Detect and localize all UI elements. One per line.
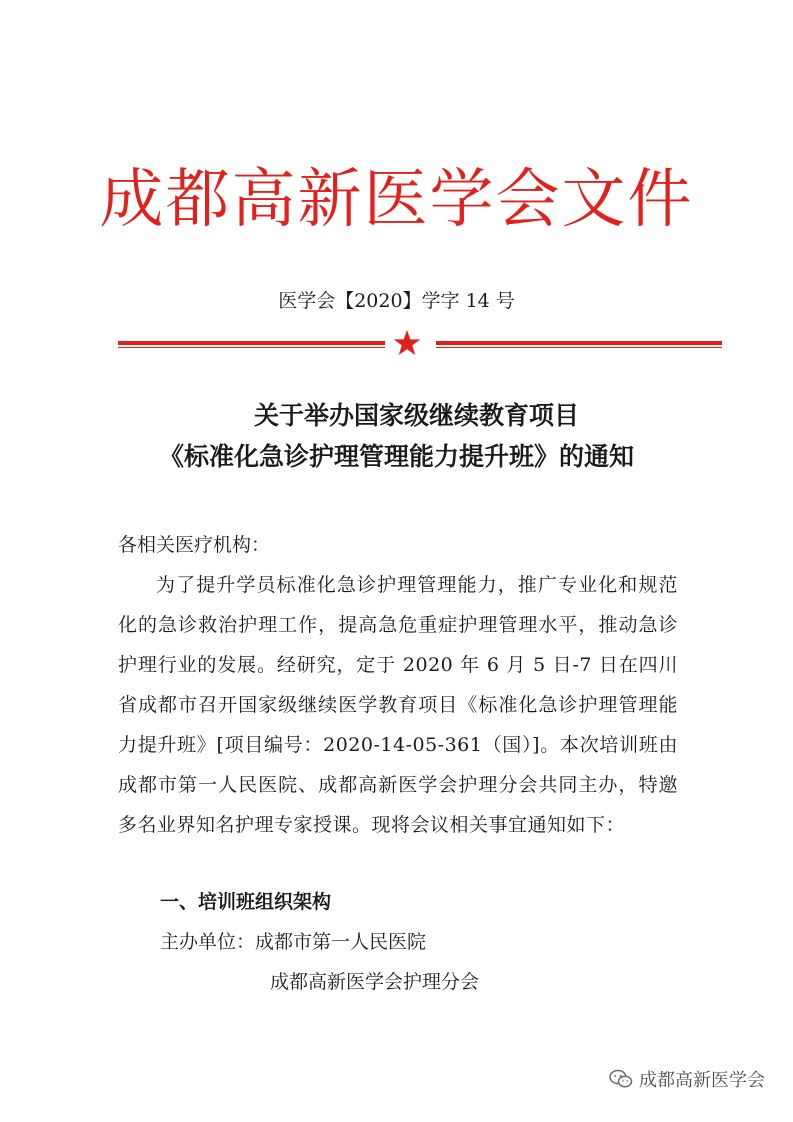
organizer-line — [160, 922, 479, 962]
organizer-line — [160, 962, 479, 1002]
masthead-title: 成都高新医学会文件 — [99, 163, 694, 237]
wechat-icon — [609, 1069, 633, 1089]
organizer-item: 成都市第一人民医院 — [255, 931, 427, 953]
section-heading-organization: 一、培训班组织架构 — [160, 891, 332, 913]
watermark-text: 成都高新医学会 — [639, 1070, 765, 1091]
star-icon — [392, 328, 422, 358]
intro-paragraph: 为了提升学员标准化急诊护理管理能力，推广专业化和规范化的急诊救治护理工作，提高急危重症护理管理水平，推动急诊护理行业的发展。经研究，定于 2020 年 6 月 5 日-7 日在四川省成都市召开国家级继续医学教育项目《标准化急诊护理管理能力提升班》[项目编号：2020-14-05-361（国）]。本次培训班由成都市第一人民医院、成都高新医学会护理分会共同主办，特邀多名业界知名护理专家授课。现将会议相关事宜通知如下： — [118, 574, 678, 836]
separator-rule-right — [436, 341, 722, 345]
organizer-label: 主办单位： — [160, 931, 256, 953]
organizer-item: 成都高新医学会护理分会 — [270, 971, 480, 993]
notice-title-line-1: 关于举办国家级继续教育项目 — [253, 401, 579, 430]
separator-rule-left — [118, 341, 385, 345]
notice-title-line-2: 《标准化急诊护理管理能力提升班》的通知 — [158, 442, 634, 471]
organizer-list — [160, 922, 479, 1002]
salutation: 各相关医疗机构： — [118, 534, 271, 556]
document-number: 医学会【2020】学字 14 号 — [278, 290, 515, 312]
watermark — [609, 1066, 765, 1092]
red-separator — [118, 328, 722, 358]
